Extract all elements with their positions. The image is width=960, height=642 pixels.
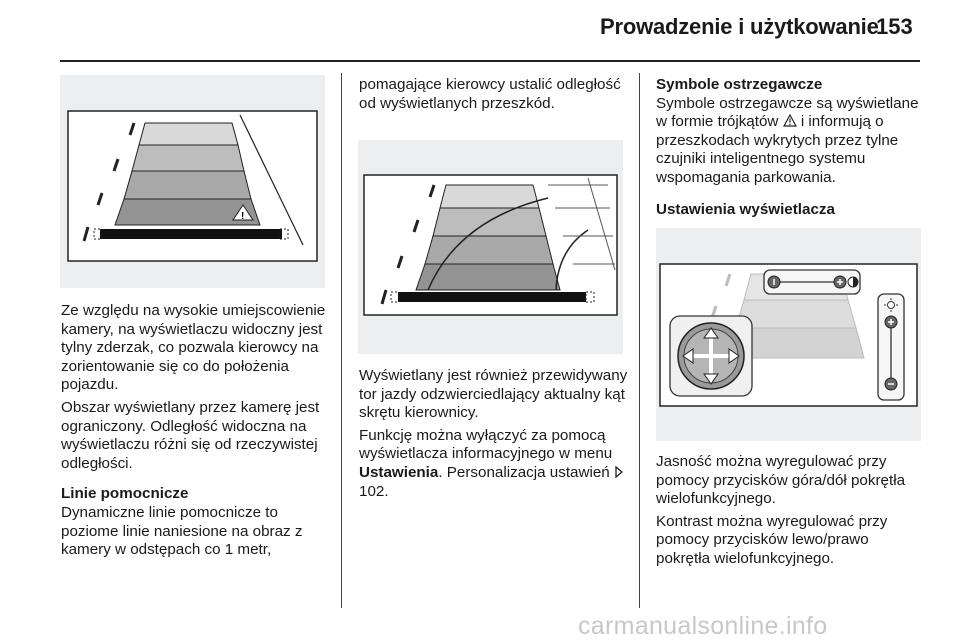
rear-camera-figure [60, 75, 325, 288]
column-divider [639, 73, 640, 608]
trajectory-figure [358, 140, 623, 354]
column-divider [341, 73, 342, 608]
header-rule [60, 60, 920, 62]
svg-text:!: ! [241, 211, 245, 222]
paragraph: Symbole ostrzegawcze są wyświetlane w formie trójkątów i informują o przeszkodach wykrytych przez tylne czujniki inteligentnego systemu wspomagania parkowania. [656, 94, 919, 186]
section-heading: Ustawienia wyświetlacza [656, 200, 835, 218]
contrast-icon [848, 277, 858, 287]
column-2-top [359, 76, 631, 117]
menu-keyword: Ustawienia [359, 463, 439, 481]
column-3-top [656, 76, 924, 219]
warning-triangle-icon [783, 114, 797, 127]
paragraph: Obszar wyświetlany przez kamerę jest ograniczony. Odległość widoczna na wyświetlaczu różni się od rzeczywistej odległości. [61, 398, 320, 472]
display-settings-figure [656, 228, 921, 441]
page-reference-icon [614, 465, 624, 477]
page-header-title: Prowadzenie i użytkowanie [600, 14, 879, 39]
contrast-plus-icon [834, 276, 846, 288]
paragraph: Kontrast można wyregulować przy pomocy przycisków lewo/prawo pokrętła wielofunkcyjnego. [656, 512, 888, 567]
column-1 [61, 302, 333, 564]
paragraph: Wyświetlany jest również przewidywany tor jazdy odzwierciedlający aktualny kąt skrętu kierownicy. [359, 367, 628, 422]
column-2-bottom [359, 367, 631, 505]
contrast-minus-icon [768, 276, 780, 288]
brightness-minus-icon [885, 378, 897, 390]
paragraph: Funkcję można wyłączyć za pomocą wyświetlacza informacyjnego w menu Ustawienia. Personalizacja ustawień 102. [359, 427, 631, 501]
brightness-plus-icon [885, 316, 897, 328]
multifunction-knob-icon [670, 316, 752, 396]
paragraph: Jasność można wyregulować przy pomocy przycisków góra/dół pokrętła wielofunkcyjnego. [656, 453, 906, 508]
section-heading: Linie pomocnicze [61, 485, 189, 503]
paragraph: Ze względu na wysokie umiejscowienie kamery, na wyświetlaczu widoczny jest tylny zderzak, co pozwala kierowcy na zorientowanie się co do położenia pojazdu. [61, 302, 326, 394]
column-3-bottom [656, 453, 924, 573]
section-heading: Symbole ostrzegawcze [656, 76, 823, 93]
paragraph: pomagające kierowcy ustalić odległość od wyświetlanych przeszkód. [359, 76, 621, 112]
page-number: 153 [876, 14, 913, 39]
paragraph: Dynamiczne linie pomocnicze to poziome linie naniesione na obraz z kamery w odstępach co 1 metr, [61, 503, 303, 559]
watermark: carmanualsonline.info [578, 612, 828, 640]
